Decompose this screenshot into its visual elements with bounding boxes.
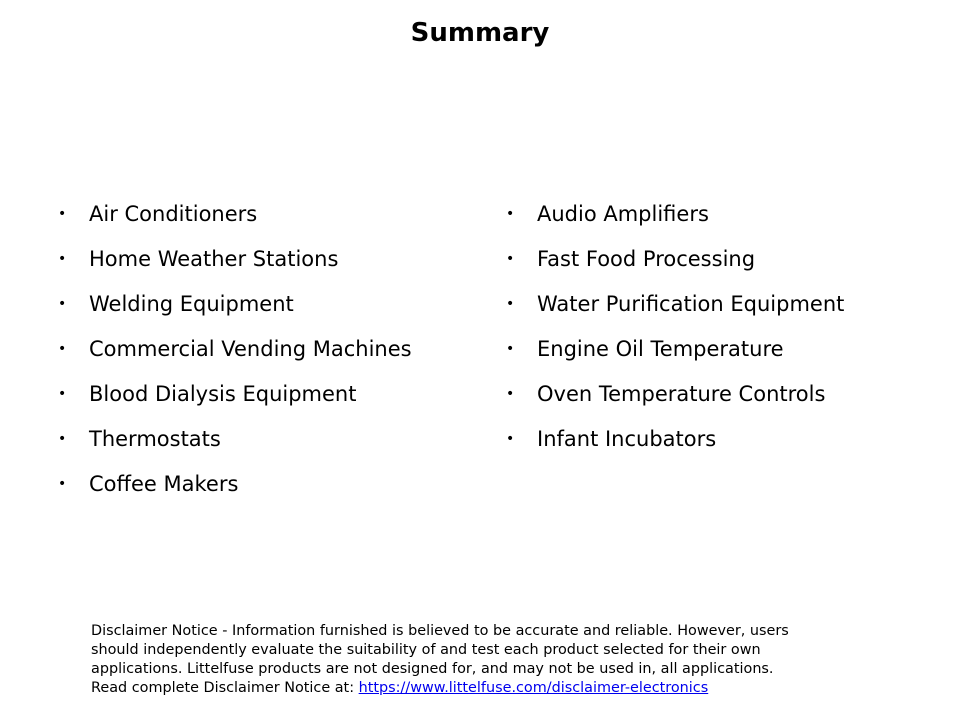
bullet-icon: • xyxy=(506,206,515,222)
slide-title: Summary xyxy=(410,18,550,48)
bullet-icon: • xyxy=(506,431,515,447)
disclaimer-line xyxy=(91,679,891,698)
list-item-label: Coffee Makers xyxy=(89,472,239,496)
bullet-icon: • xyxy=(506,341,515,357)
list-item-label: Blood Dialysis Equipment xyxy=(89,382,357,406)
bullet-icon: • xyxy=(506,386,515,402)
list-item-label: Infant Incubators xyxy=(537,427,717,451)
list-item-label: Commercial Vending Machines xyxy=(89,337,412,361)
list-item-label: Thermostats xyxy=(89,427,221,451)
list-item-label: Fast Food Processing xyxy=(537,247,756,271)
list-item-label: Welding Equipment xyxy=(89,292,294,316)
disclaimer-line: applications. Littelfuse products are not designed for, and may not be used in, all applications. xyxy=(91,661,774,677)
list-item-label: Oven Temperature Controls xyxy=(537,382,826,406)
bullet-icon: • xyxy=(58,386,67,402)
bullet-icon: • xyxy=(506,251,515,267)
disclaimer-link-prefix: Read complete Disclaimer Notice at: xyxy=(91,680,359,696)
list-item-label: Air Conditioners xyxy=(89,202,258,226)
bullet-icon: • xyxy=(506,296,515,312)
bullet-icon: • xyxy=(58,296,67,312)
bullet-icon: • xyxy=(58,476,67,492)
disclaimer-link[interactable]: https://www.littelfuse.com/disclaimer-electronics xyxy=(358,680,709,696)
disclaimer-notice xyxy=(91,622,891,698)
disclaimer-line: Disclaimer Notice - Information furnished is believed to be accurate and reliable. However, users xyxy=(91,623,789,639)
list-item-label: Water Purification Equipment xyxy=(537,292,845,316)
list-item-label: Engine Oil Temperature xyxy=(537,337,784,361)
list-item-label: Audio Amplifiers xyxy=(537,202,709,226)
bullet-icon: • xyxy=(58,206,67,222)
bullet-icon: • xyxy=(58,341,67,357)
bullet-icon: • xyxy=(58,431,67,447)
list-item-label: Home Weather Stations xyxy=(89,247,339,271)
disclaimer-line: should independently evaluate the suitability of and test each product selected for their own xyxy=(91,642,761,658)
bullet-icon: • xyxy=(58,251,67,267)
